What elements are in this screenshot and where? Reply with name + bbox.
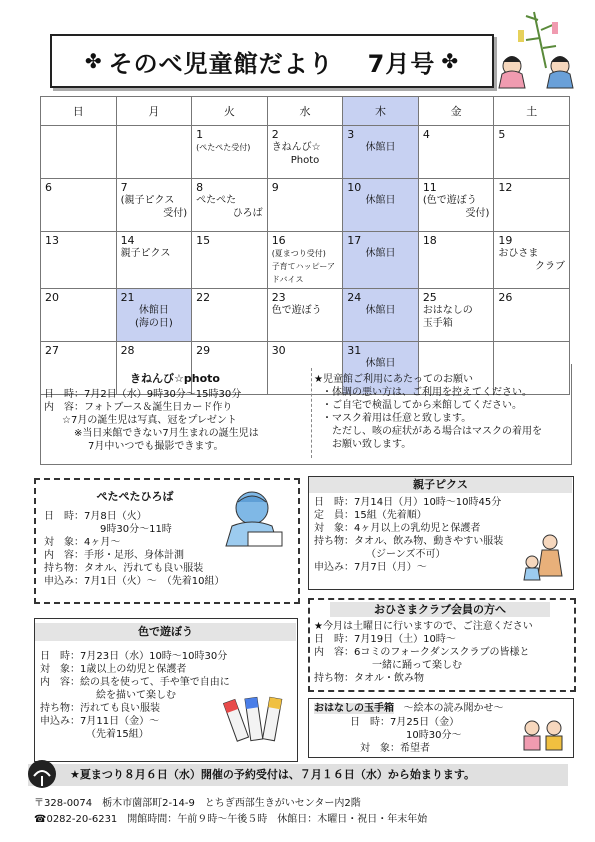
day-number: 19 (498, 234, 513, 247)
festival-banner (28, 764, 568, 786)
detail-line: 日 時：7月8日（火） (44, 511, 147, 522)
notice-line: お願い致します。 (332, 439, 412, 450)
calendar-day-cell (192, 232, 268, 289)
ohisama-title: おひさまクラブ会員の方へ (330, 602, 550, 617)
calendar-day-cell (116, 232, 192, 289)
detail-line: 内 容：絵の具を使って、手や筆で自由に (40, 677, 230, 688)
day-event: きねんび☆ (271, 142, 321, 153)
detail-line: 対 象：希望者 (360, 743, 430, 754)
calendar-week-row (41, 232, 570, 289)
weekday-header: 金 (418, 97, 494, 126)
calendar-week-row (41, 179, 570, 232)
paint-tubes-icon (222, 690, 292, 752)
day-number: 15 (196, 234, 211, 247)
day-event: クラブ (535, 261, 565, 272)
detail-line: 10時30分～ (406, 730, 462, 741)
day-event: 受付) (465, 208, 490, 219)
detail-line: 定 員：15組（先着順） (314, 510, 427, 521)
issue-text: 7月号 (367, 49, 436, 78)
calendar-day-cell (343, 232, 419, 289)
parent-child-icon (520, 532, 568, 582)
detail-line: 日 時：7月2日（水）9時30分～15時30分 (44, 389, 242, 400)
detail-line: 申込み：7月1日（火）～ （先着10組） (44, 576, 225, 587)
day-number: 9 (271, 181, 279, 194)
day-event: (親子ピクス (120, 195, 175, 206)
day-number: 1 (196, 128, 204, 141)
day-event: 休館日 (365, 195, 396, 206)
day-number: 29 (196, 344, 211, 357)
ohanashi-details (350, 716, 530, 755)
weekday-header: 日 (41, 97, 117, 126)
weekday-header: 火 (192, 97, 268, 126)
detail-line: 対 象：1歳以上の幼児と保護者 (40, 664, 187, 675)
day-number: 28 (120, 344, 135, 357)
day-event: (色で遊ぼう (422, 195, 477, 206)
calendar-day-cell (418, 232, 494, 289)
detail-line: 日 時：7月23日（水）10時～10時30分 (40, 651, 228, 662)
detail-line: （ジーンズ不可） (366, 549, 446, 560)
calendar-day-cell (267, 232, 343, 289)
day-event: ぺたぺた (196, 195, 237, 206)
calendar-day-cell (192, 126, 268, 179)
day-number: 31 (347, 344, 362, 357)
day-number: 11 (422, 181, 437, 194)
detail-line: 持ち物：汚れても良い服装 (40, 703, 160, 714)
calendar-day-cell (116, 289, 192, 342)
weekday-header: 水 (267, 97, 343, 126)
calendar-day-cell (41, 289, 117, 342)
day-number: 16 (271, 234, 286, 247)
day-number: 2 (271, 128, 279, 141)
calendar-week-row (41, 126, 570, 179)
detail-line: 持ち物：タオル、汚れても良い服装 (44, 563, 204, 574)
day-event: 受付) (163, 208, 188, 219)
phone-line: ☎0282-20-6231 開館時間：午前９時～午後５時 休館日：木曜日・祝日・年末年始 (34, 814, 428, 825)
detail-line: 絵を描いて楽しむ (96, 690, 176, 701)
detail-line: 持ち物：タオル・飲み物 (314, 673, 424, 684)
detail-line: ★今月は土曜日に行いますので、ご注意ください (314, 621, 533, 632)
calendar-day-cell (418, 289, 494, 342)
day-number: 17 (347, 234, 362, 247)
notice-line: ただし、咳の症状がある場合はマスクの着用を (332, 426, 542, 437)
day-event: (夏まつり受付) (271, 249, 326, 258)
calendar-day-cell (494, 232, 570, 289)
child-drawing-icon (218, 486, 290, 550)
day-event: ひろば (232, 208, 263, 219)
calendar-day-cell (494, 126, 570, 179)
detail-line: 内 容：6コミのフォークダンスクラブの皆様と (314, 647, 530, 658)
day-number: 22 (196, 291, 211, 304)
detail-line: 内 容：手形・足形、身体計測 (44, 550, 184, 561)
day-number: 4 (422, 128, 430, 141)
detail-line: 9時30分～11時 (100, 524, 172, 535)
calendar-day-cell (343, 289, 419, 342)
detail-line: 日 時：7月25日（金） (350, 717, 460, 728)
weekday-header-row (41, 97, 570, 126)
notice-line: ・マスク着用は任意と致します。 (322, 413, 472, 424)
day-event: 色で遊ぼう (271, 305, 322, 316)
kinenbi-title: きねんび☆photo (130, 372, 220, 385)
day-event: 親子ピクス (120, 248, 171, 259)
title-text: そのべ児童館だより (108, 49, 334, 78)
calendar-day-cell (116, 179, 192, 232)
day-number: 12 (498, 181, 513, 194)
calendar-week-row (41, 289, 570, 342)
calendar-day-cell (418, 179, 494, 232)
detail-line: ☆7月の誕生児は写真、冠をプレゼント (62, 415, 237, 426)
day-number: 26 (498, 291, 513, 304)
day-number: 21 (120, 291, 135, 304)
detail-line: （先着15組） (86, 729, 149, 740)
day-number: 30 (271, 344, 286, 357)
oyako-title: 親子ピクス (309, 477, 572, 493)
day-event: 休館日 (365, 358, 396, 369)
day-number: 25 (422, 291, 437, 304)
ohisama-details (314, 620, 570, 685)
detail-line: 対 象：4ヶ月～ (44, 537, 121, 548)
calendar-day-cell (41, 179, 117, 232)
calendar-day-cell (192, 289, 268, 342)
notice-line: ・体調の悪い方は、ご利用を控えてください。 (322, 387, 532, 398)
day-number: 23 (271, 291, 286, 304)
day-number: 24 (347, 291, 362, 304)
address-line: 〒328-0074 栃木市薗部町2-14-9 とちぎ西部生きがいセンター内2階 (34, 798, 361, 809)
day-event: 休館日 (365, 305, 396, 316)
calendar-day-cell (343, 126, 419, 179)
day-event: (ぺたぺた受付) (196, 143, 251, 152)
day-event: 子育てハッピーアドバイス (271, 262, 335, 284)
calendar-day-cell (494, 179, 570, 232)
day-event: 玉手箱 (422, 318, 453, 329)
calendar-day-cell (267, 179, 343, 232)
day-number: 20 (45, 291, 59, 304)
notice-line: ・ご自宅で検温してから来館してください。 (322, 400, 522, 411)
calendar-day-cell (192, 179, 268, 232)
day-number: 5 (498, 128, 506, 141)
notice-details (314, 373, 568, 451)
day-number: 13 (45, 234, 59, 247)
kinenbi-details (44, 388, 312, 453)
ohanashi-subtitle: ～絵本の読み聞かせ～ (403, 703, 504, 714)
calendar-day-cell (267, 289, 343, 342)
detail-line: 日 時：7月14日（月）10時～10時45分 (314, 497, 502, 508)
detail-line: 申込み：7月11日（金）～ (40, 716, 160, 727)
detail-line: 一緒に踊って楽しむ (372, 660, 462, 671)
calendar-day-cell (116, 126, 192, 179)
day-event: おひさま (498, 248, 539, 259)
day-number: 18 (422, 234, 437, 247)
fan-icon (26, 758, 58, 790)
day-event: 休館日 (365, 142, 396, 153)
detail-line: 対 象：4ヶ月以上の乳幼児と保護者 (314, 523, 481, 534)
festival-text: ★夏まつり８月６日（水）開催の予約受付は、７月１６日（水）から始まります。 (70, 768, 475, 781)
calendar-day-cell (494, 289, 570, 342)
day-number: 7 (120, 181, 128, 194)
day-number: 27 (45, 344, 59, 357)
day-event: おはなしの (422, 305, 473, 316)
day-event: 休館日 (138, 305, 169, 316)
calendar-day-cell (41, 126, 117, 179)
petapeta-title: ぺたぺたひろば (96, 490, 174, 503)
day-number: 8 (196, 181, 204, 194)
day-event: Photo (290, 155, 320, 166)
clover-icon: ✤ (441, 49, 460, 73)
calendar-day-cell (267, 126, 343, 179)
tanabata-illustration-icon (494, 8, 580, 90)
detail-line: ※当日来館できない7月生まれの誕生児は (74, 428, 259, 439)
day-event: 休館日 (365, 248, 396, 259)
calendar-table (40, 96, 570, 395)
day-number: 6 (45, 181, 52, 194)
day-number: 3 (347, 128, 355, 141)
calendar-day-cell (418, 126, 494, 179)
calendar-day-cell (41, 232, 117, 289)
iro-title: 色で遊ぼう (35, 623, 296, 641)
detail-line: 内 容：フォトブース＆誕生日カード作り (44, 402, 233, 413)
notice-line: ★児童館ご利用にあたってのお願い (314, 374, 473, 385)
ohanashi-title-row (314, 702, 570, 715)
detail-line: 持ち物：タオル、飲み物、動きやすい服装 (314, 536, 504, 547)
detail-line: 申込み：7月7日（月）～ (314, 562, 427, 573)
clover-icon: ✤ (84, 49, 103, 73)
day-number: 10 (347, 181, 362, 194)
ohanashi-title: おはなしの玉手箱 (314, 703, 394, 714)
day-number: 14 (120, 234, 135, 247)
calendar-day-cell (343, 179, 419, 232)
storytelling-children-icon (520, 716, 568, 754)
detail-line: 日 時：7月19日（土）10時～ (314, 634, 456, 645)
weekday-header: 月 (116, 97, 192, 126)
weekday-header: 木 (343, 97, 419, 126)
weekday-header: 土 (494, 97, 570, 126)
day-event: (海の日) (134, 318, 173, 329)
newsletter-title (50, 34, 494, 88)
detail-line: 7月中いつでも撮影できます。 (88, 441, 224, 452)
